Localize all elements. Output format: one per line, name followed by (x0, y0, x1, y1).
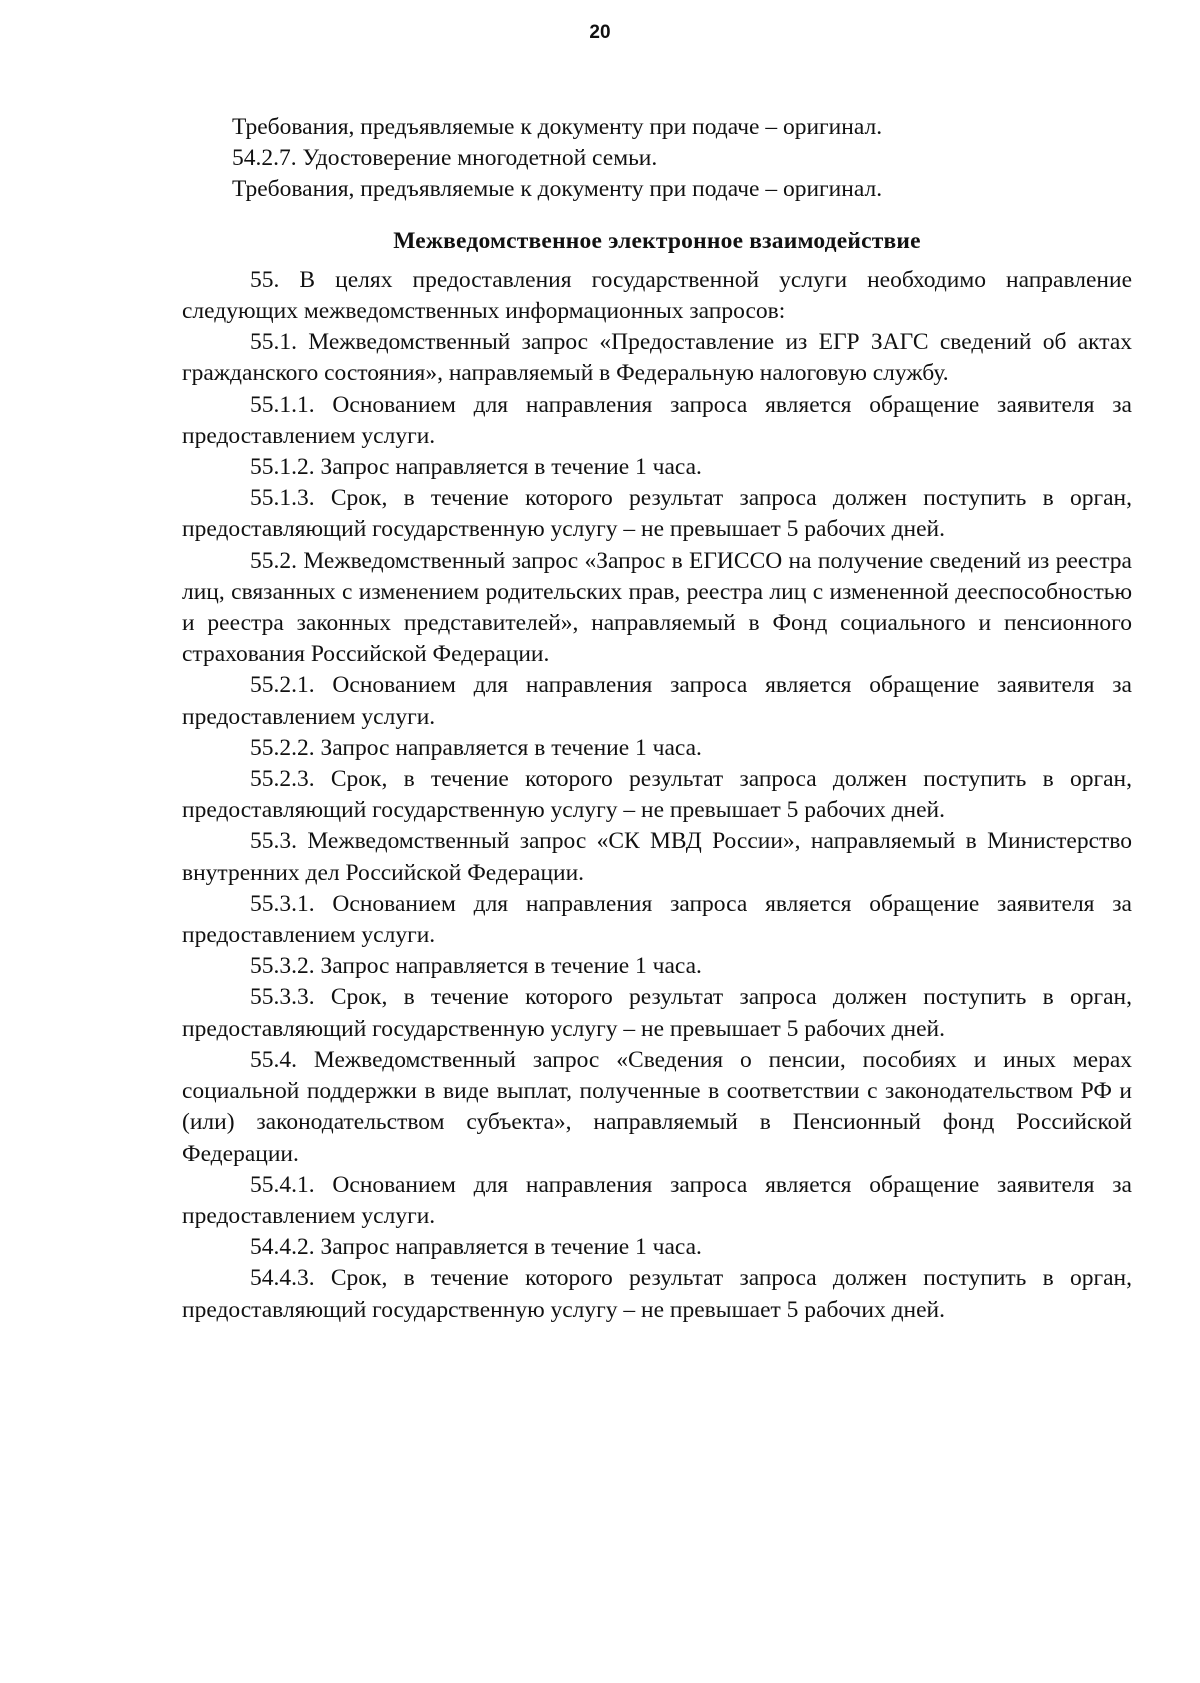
paragraph-requirements-original-2: Требования, предъявляемые к документу при подаче – оригинал. (232, 176, 883, 203)
page-number: 20 (589, 22, 611, 43)
paragraph-55-4-1: 55.4.1. Основанием для направления запроса является обращение заявителя за предоставлением услуги. (182, 1171, 1132, 1229)
paragraph-55-2-1: 55.2.1. Основанием для направления запроса является обращение заявителя за предоставлением услуги. (182, 672, 1132, 730)
document-body (182, 112, 1132, 1326)
paragraph-54-2-7: 54.2.7. Удостоверение многодетной семьи. (232, 145, 658, 172)
paragraph-55-1-3: 55.1.3. Срок, в течение которого результат запроса должен поступить в орган, предоставляющий государственную услугу – не превышает 5 рабочих дней. (182, 485, 1132, 543)
paragraph-55-1: 55.1. Межведомственный запрос «Предоставление из ЕГР ЗАГС сведений об актах гражданского состояния», направляемый в Федеральную налоговую службу. (182, 329, 1132, 387)
paragraph-55-2-2: 55.2.2. Запрос направляется в течение 1 часа. (250, 734, 702, 761)
paragraph-55-1-1: 55.1.1. Основанием для направления запроса является обращение заявителя за предоставлением услуги. (182, 391, 1132, 449)
paragraph-requirements-original: Требования, предъявляемые к документу при подаче – оригинал. (232, 114, 883, 140)
paragraph-55-2: 55.2. Межведомственный запрос «Запрос в ЕГИССО на получение сведений из реестра лиц, связанных с изменением родительских прав, реестра лиц с измененной дееспособностью и реестра законных представителей», направляемый в Фонд социального и пенсионного страхования Российской Федерации. (182, 547, 1132, 668)
paragraph-55-3-2: 55.3.2. Запрос направляется в течение 1 часа. (250, 953, 702, 980)
paragraph-55-1-2: 55.1.2. Запрос направляется в течение 1 часа. (250, 454, 702, 481)
paragraph-55-3-3: 55.3.3. Срок, в течение которого результат запроса должен поступить в орган, предоставляющий государственную услугу – не превышает 5 рабочих дней. (182, 984, 1132, 1042)
paragraph-55-2-3: 55.2.3. Срок, в течение которого результат запроса должен поступить в орган, предоставляющий государственную услугу – не превышает 5 рабочих дней. (182, 766, 1132, 824)
paragraph-55: 55. В целях предоставления государственной услуги необходимо направление следующих межведомственных информационных запросов: (182, 266, 1132, 325)
paragraph-55-3: 55.3. Межведомственный запрос «СК МВД России», направляемый в Министерство внутренних дел Российской Федерации. (182, 828, 1132, 886)
paragraph-55-3-1: 55.3.1. Основанием для направления запроса является обращение заявителя за предоставлением услуги. (182, 890, 1132, 949)
paragraph-55-4: 55.4. Межведомственный запрос «Сведения о пенсии, пособиях и иных мерах социальной поддержки в виде выплат, полученные в соответствии с законодательством РФ и (или) законодательством субъекта», направляемый в Пенсионный фонд Российской Федерации. (182, 1046, 1132, 1167)
paragraph-54-4-2: 54.4.2. Запрос направляется в течение 1 часа. (250, 1234, 702, 1261)
section-heading: Межведомственное электронное взаимодействие (393, 227, 921, 254)
paragraph-54-4-3: 54.4.3. Срок, в течение которого результат запроса должен поступить в орган, предоставляющий государственную услугу – не превышает 5 рабочих дней. (182, 1265, 1132, 1323)
